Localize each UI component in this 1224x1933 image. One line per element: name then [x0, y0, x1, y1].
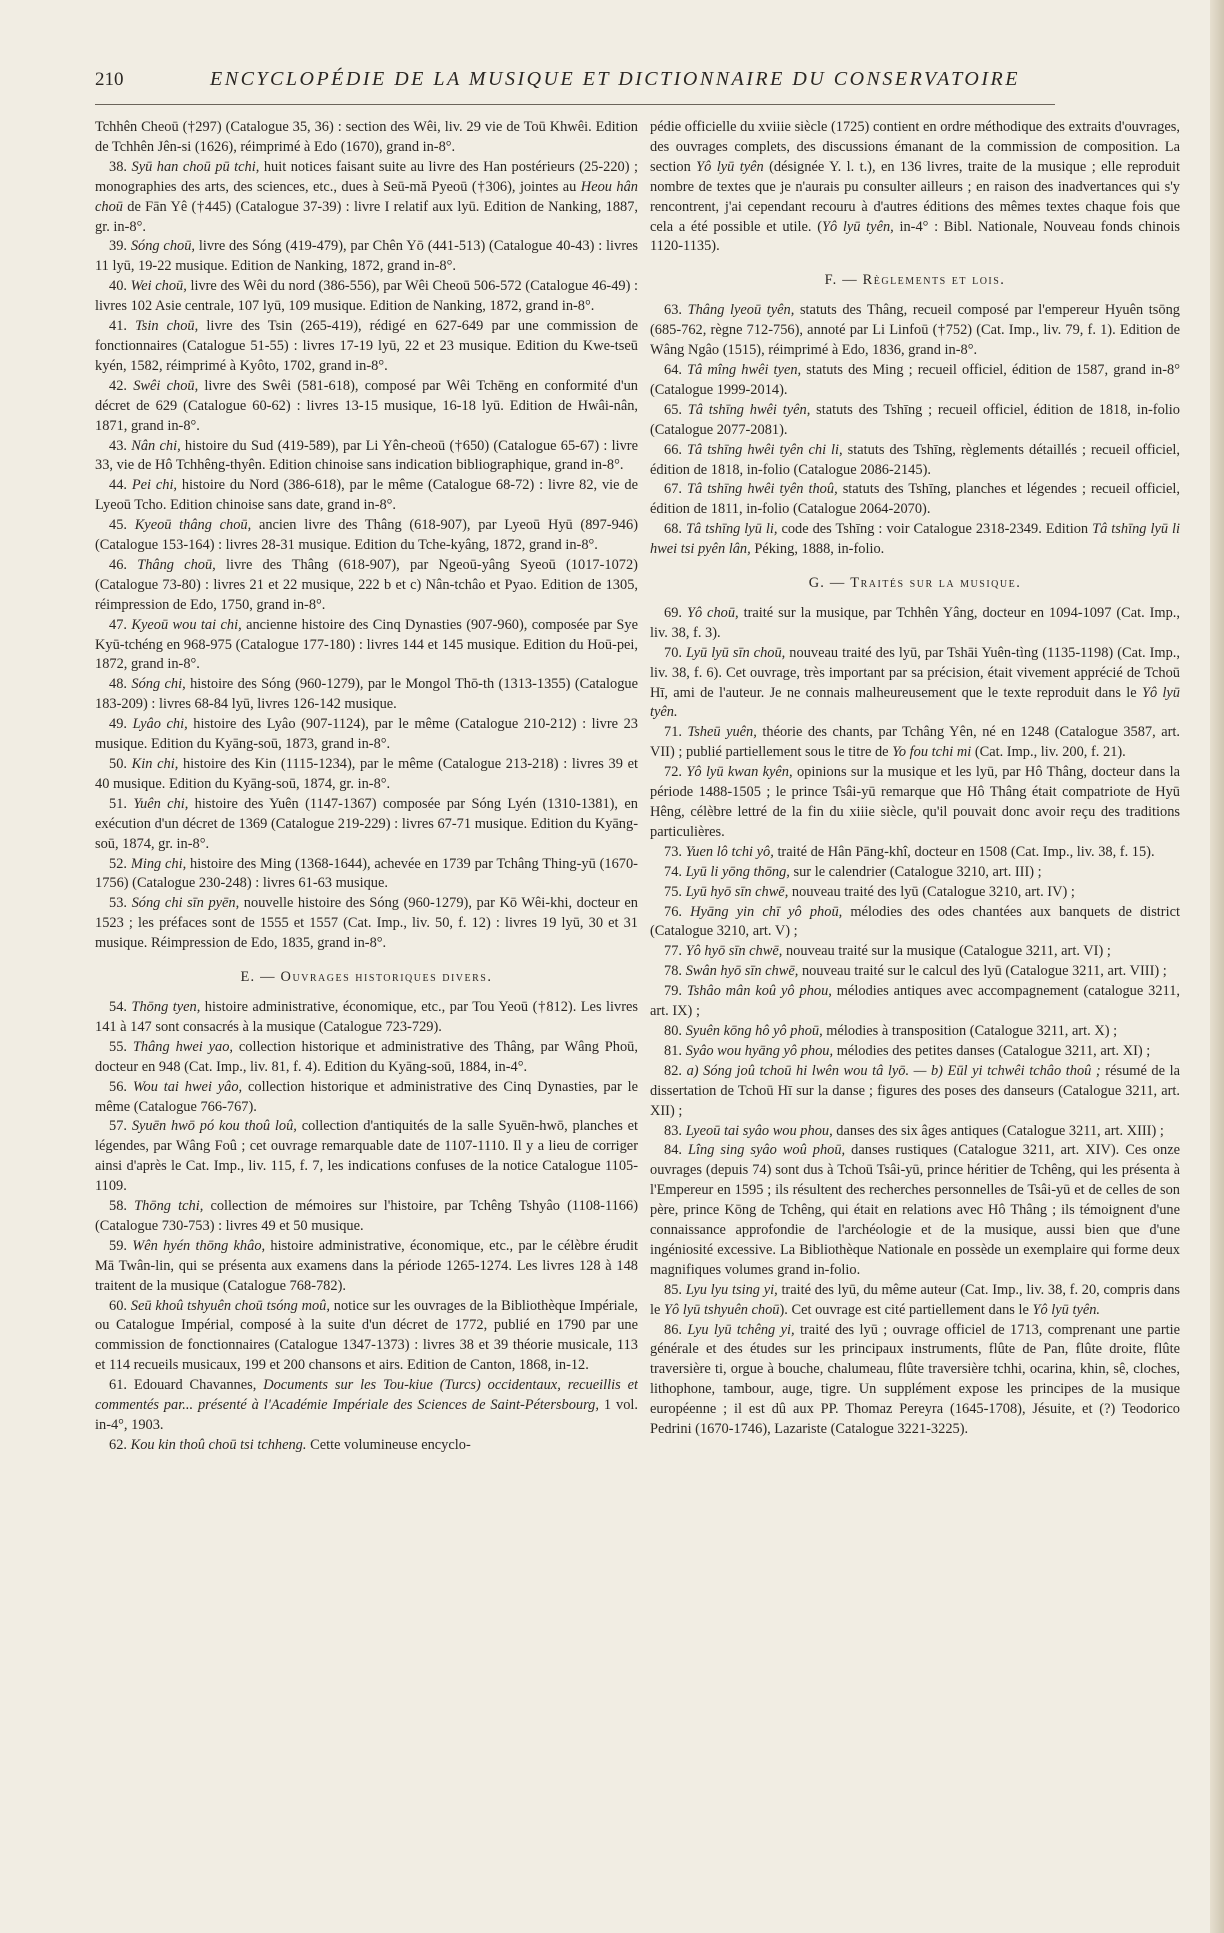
entry-71: 71. Tsheū yuên, théorie des chants, par Tchâng Yên, né en 1248 (Catalogue 3587, art. VII) ; publié partiellement sous le titre de Yo fou tchi mi (Cat. Imp., liv. 200, f. 21).	[650, 724, 1180, 761]
entry-58: 58. Thōng tchi, collection de mémoires sur l'histoire, par Tchêng Tshyâo (1108-1166) (Catalogue 730-753) : livres 49 et 50 musique.	[95, 1198, 638, 1234]
right-column	[650, 118, 1180, 1908]
entry-51: 51. Yuên chi, histoire des Yuên (1147-1367) composée par Sóng Lyén (1310-1381), en exécution d'un décret de 1369 (Catalogue 219-229) : livres 67-71 musique. Edition du Kyāng-soū, 1874, gr. in-8°.	[95, 795, 638, 852]
work-title: a) Sóng joû tchoū hi lwên wou tâ lyō. — b) Eūl yi tchwêi tchâo thoû ;	[686, 1062, 1101, 1079]
entry-68: 68. Tâ tshīng lyū li, code des Tshīng : voir Catalogue 2318-2349. Edition Tâ tshīng lyū li hwei tsi pyên lân, Péking, 1888, in-folio.	[650, 521, 1180, 558]
work-title: Tsin choū,	[135, 318, 199, 335]
page-number: 210	[95, 69, 124, 90]
work-title: Yô hyō sīn chwē,	[685, 943, 783, 960]
entry-80: 80. Syuên kōng hô yô phoū, mélodies à transposition (Catalogue 3211, art. X) ;	[664, 1022, 1118, 1039]
work-title: Thâng choū,	[137, 556, 216, 573]
entry-57: 57. Syuēn hwō pó kou thoû loû, collection d'antiquités de la salle Syuēn-hwō, planches et légendes, par Wâng Foû ; cet ouvrage remarquable date de 1107-1110. Il y a lieu de corriger ainsi d'après le Cat. Imp., liv. 115, f. 7, les indications confuses de la notice Catalogue 1105-1109.	[95, 1118, 638, 1195]
work-title: Syuēn hwō pó kou thoû loû,	[131, 1118, 297, 1135]
entry-42: 42. Swêi choū, livre des Swêi (581-618), composé par Wêi Tchēng en conformité d'un décret de 629 (Catalogue 60-62) : livres 13-15 musique, 16-18 lyū. Edition de Hwâi-nân, 1871, grand in-8°.	[95, 377, 638, 434]
entry-78: 78. Swân hyō sīn chwē, nouveau traité sur le calcul des lyū (Catalogue 3211, art. VIII) ;	[664, 963, 1167, 980]
entry-86: 86. Lyu lyū tchêng yi, traité des lyū ; ouvrage officiel de 1713, comprenant une partie générale et des études sur les principaux instruments, flûte de Pan, flûte droite, flûte traversière ti, orgue à bouche, chalumeau, flûte traversière tchhi, ocarina, khin, sê, cloches, lithophone, tambour, auge, tigre. Un supplément expose les principes de la musique européenne ; il est dû aux PP. Thomaz Pereyra (1645-1708), Jésuite, et (?) Teodorico Pedrini (1670-1746), Lazariste (Catalogue 3221-3225).	[650, 1321, 1180, 1438]
entry-52: 52. Ming chi, histoire des Ming (1368-1644), achevée en 1739 par Tchâng Thing-yū (1670-1756) (Catalogue 230-248) : livres 61-63 musique.	[95, 855, 638, 892]
work-title: Sóng choū,	[130, 238, 196, 255]
work-title: Nân chi,	[131, 437, 181, 454]
work-title: Wên hyén thōng khâo,	[132, 1237, 266, 1254]
entry-56: 56. Wou tai hwei yâo, collection historique et administrative des Cinq Dynasties, par le même (Catalogue 766-767).	[95, 1078, 638, 1115]
work-title: Hyāng yin chī yô phoū,	[690, 903, 843, 920]
work-title: Sóng chi,	[131, 676, 186, 693]
work-title: Tâ tshīng hwêi tyên thoû,	[687, 481, 838, 498]
entry-53: 53. Sóng chi sīn pyēn, nouvelle histoire des Sóng (960-1279), par Kō Wêi-khi, docteur en 1523 ; les préfaces sont de 1555 et 1557 (Cat. Imp., liv. 50, f. 12) : livres 19 lyū, 30 et 31 musique. Réimpression de Edo, 1835, grand in-8°.	[95, 895, 638, 952]
entry-45: 45. Kyeoū thâng choū, ancien livre des Thâng (618-907), par Lyeoū Hyū (897-946) (Catalogue 153-164) : livres 28-31 musique. Edition du Tche-kyâng, 1872, grand in-8°.	[95, 517, 638, 554]
entry-75: 75. Lyū hyō sīn chwē, nouveau traité des lyū (Catalogue 3210, art. IV) ;	[664, 883, 1075, 900]
entry-46: 46. Thâng choū, livre des Thâng (618-907), par Ngeoū-yâng Syeoū (1017-1072) (Catalogue 73-80) : livres 21 et 22 musique, 222 b et c) Nân-tchâo et Pyao. Edition de 1305, réimpression de Edo, 1750, grand in-8°.	[95, 556, 638, 613]
entry-67: 67. Tâ tshīng hwêi tyên thoû, statuts des Tshīng, planches et légendes ; recueil officiel, édition de 1811, in-folio (Catalogue 2064-2070).	[650, 481, 1180, 518]
work-title: Thâng lyeoū tyên,	[687, 302, 795, 319]
work-title: Kyeoū wou tai chi,	[131, 616, 242, 633]
work-title: Kou kin thoû choū tsi tchheng.	[130, 1436, 307, 1453]
entry-63: 63. Thâng lyeoū tyên, statuts des Thâng, recueil composé par l'empereur Hyuên tsōng (685-762, règne 712-756), annoté par Li Linfoū (†752) (Cat. Imp., liv. 79, f. 1). Edition de Wâng Ngâo (1515), réimprimé à Edo, 1836, grand in-8°.	[650, 302, 1180, 359]
work-title: Yuen lô tchi yô,	[685, 843, 774, 860]
entry-41: 41. Tsin choū, livre des Tsin (265-419), rédigé en 627-649 par une commission de fonctionnaires (Catalogue 51-55) : livres 17-19 lyū, 22 et 23 musique. Edition du Kwe-tseū kyén, 1582, réimprimé à Kyôto, 1702, grand in-8°.	[95, 318, 638, 374]
work-title: Kin chi,	[131, 756, 179, 772]
work-title: Documents sur les Tou-kiue (Turcs) occidentaux, recueillis et commentés par... présenté à l'Académie Impériale des Sciences de Saint-Pétersbourg,	[95, 1377, 638, 1414]
entry-59: 59. Wên hyén thōng khâo, histoire administrative, économique, etc., par le célèbre érudit Mā Twân-lin, qui se présenta aux examens dans la période 1265-1274. Les livres 128 à 148 traitent de la musique (Catalogue 768-782).	[95, 1237, 638, 1294]
entry-55: 55. Thâng hwei yao, collection historique et administrative des Thâng, par Wâng Phoū, docteur en 948 (Cat. Imp., liv. 81, f. 4). Edition du Kyāng-soū, 1884, in-4°.	[95, 1038, 638, 1075]
work-title: Kyeoū thâng choū,	[134, 517, 252, 534]
work-title: Lyâo chi,	[132, 716, 188, 733]
entry-50: 50. Kin chi, histoire des Kin (1115-1234), par le même (Catalogue 213-218) : livres 39 et 40 musique. Edition du Kyāng-soū, 1874, gr. in-8°.	[95, 756, 638, 792]
entry-62: 62. Kou kin thoû choū tsi tchheng. Cette volumineuse encyclo-	[109, 1436, 471, 1453]
work-title: Yô choū,	[686, 604, 739, 621]
entry-77: 77. Yô hyō sīn chwē, nouveau traité sur la musique (Catalogue 3211, art. VI) ;	[664, 943, 1111, 960]
work-title: Thōng tyen,	[131, 998, 201, 1015]
work-title: Thâng hwei yao,	[132, 1038, 234, 1055]
work-title: Tsheū yuên,	[687, 724, 757, 741]
entry-44: 44. Pei chi, histoire du Nord (386-618), par le même (Catalogue 68-72) : livre 82, vie de Lyeoū Tcho. Edition chinoise sans date, grand in-8°.	[95, 477, 638, 514]
entry-47: 47. Kyeoū wou tai chi, ancienne histoire des Cinq Dynasties (907-960), composée par Sye Kyū-tchéng en 968-975 (Catalogue 177-180) : livres 144 et 145 musique. Edition du Hoū-pei, 1872, grand in-8°.	[95, 616, 638, 673]
work-title: Tâ tshīng hwêi tyên,	[687, 401, 811, 418]
entry-85: 85. Lyu lyu tsing yi, traité des lyū, du même auteur (Cat. Imp., liv. 38, f. 20, compris dans le Yô lyū tshyuên choū). Cet ouvrage est cité partiellement dans le Yô lyū tyên.	[650, 1281, 1180, 1318]
entry-84: 84. Lîng sing syâo woû phoū, danses rustiques (Catalogue 3211, art. XIV). Ces onze ouvrages (depuis 74) sont dus à Tchoū Tsâi-yū, prince héritier de Tchêng, qui les présenta à l'Empereur en 1595 ; ils résultent des recherches personnelles de Tsâi-yū et de celles de son père, prince Kōng de Tchêng, qui était en relations avec Hô Thâng ; ils témoignent d'une connaissance approfondie de l'archéologie et de la musique, aussi bien que d'une ingéniosité excessive. La Bibliothèque Nationale en possède un exemplaire qui forme deux magnifiques volumes grand in-folio.	[650, 1142, 1180, 1278]
work-title: Yô lyū kwan kyên,	[686, 764, 793, 781]
entry-38: 38. Syū han choū pū tchi, huit notices faisant suite au livre des Han postérieurs (25-220) ; monographies des arts, des sciences, etc., dues à Seū-mă Pyeoū (†306), jointes au Heou hân choū de Fān Yê (†445) (Catalogue 37-39) : livre I relatif aux lyū. Edition de Nanking, 1887, gr. in-8°.	[95, 158, 638, 235]
paragraph: Tchhên Cheoū (†297) (Catalogue 35, 36) : section des Wêi, liv. 29 vie de Toū Khwêi. Edition de Tchhên Jên-si (1626), réimprimé à Edo (1670), grand in-8°.	[95, 119, 638, 155]
page-header	[95, 68, 1055, 108]
work-title: Swân hyō sīn chwē,	[685, 963, 799, 980]
work-title: Tâ mîng hwêi tyen,	[687, 361, 802, 378]
page-edge	[1210, 0, 1224, 1933]
entry-74: 74. Lyū li yōng thōng, sur le calendrier (Catalogue 3210, art. III) ;	[664, 863, 1042, 880]
entry-82: 82. a) Sóng joû tchoū hi lwên wou tâ lyō. — b) Eūl yi tchwêi tchâo thoû ; résumé de la dissertation de Tchoū Hī sur la danse ; figures des poses des danseurs (Catalogue 3211, art. XII) ;	[650, 1062, 1180, 1119]
entry-43: 43. Nân chi, histoire du Sud (419-589), par Li Yên-cheoū (†650) (Catalogue 65-67) : livre 33, vie de Hô Tchhêng-thyên. Edition chinoise sans indication bibliographique, grand in-8°.	[95, 437, 638, 474]
work-title: Lyū li yōng thōng,	[685, 863, 790, 880]
work-title: Pei chi,	[131, 477, 178, 494]
work-title: Wou tai hwei yâo,	[132, 1078, 243, 1095]
entry-72: 72. Yô lyū kwan kyên, opinions sur la musique et les lyū, par Hô Thâng, docteur dans la période 1488-1505 ; le prince Tsâi-yū remarque que Hô Thâng était compatriote de Hyū Hêng, célèbre lettré de la fin du xiiie siècle, qu'il pouvait donc avoir reçu des traditions particulières.	[650, 764, 1180, 840]
left-column	[95, 118, 638, 1908]
running-title: ENCYCLOPÉDIE DE LA MUSIQUE ET DICTIONNAIRE DU CONSERVATOIRE	[210, 68, 1020, 90]
entry-69: 69. Yô choū, traité sur la musique, par Tchhên Yâng, docteur en 1094-1097 (Cat. Imp., liv. 38, f. 3).	[650, 604, 1180, 641]
entry-83: 83. Lyeoū tai syâo wou phou, danses des six âges antiques (Catalogue 3211, art. XIII) ;	[664, 1122, 1164, 1139]
work-title: Tâ tshīng lyū li,	[685, 521, 778, 538]
paragraph: pédie officielle du xviiie siècle (1725) contient en ordre méthodique des extraits d'ouvrages, des ouvrages complets, des discussions émanant de la commission de composition. La section Yô lyū tyên (désignée Y. l. t.), en 136 livres, traite de la musique ; elle reproduit nombre de textes que je n'aurais pu consulter ailleurs ; en raison des inadvertances qui s'y rencontrent, j'ai cependant recouru à d'autres éditions des mêmes textes chaque fois que cela a été possible et utile. (Yô lyū tyên, in-4° : Bibl. Nationale, Nouveau fonds chinois 1120-1135).	[650, 119, 1180, 255]
work-title: Tshâo mân koû yô phou,	[686, 983, 832, 1000]
work-title: Lyū lyū sīn choū,	[686, 644, 786, 661]
work-title: Syū han choū pū tchi,	[131, 158, 260, 175]
work-title: Wei choū,	[130, 278, 187, 295]
work-title: Tâ tshīng hwêi tyên chi li,	[687, 441, 843, 458]
work-title: Swêi choū,	[133, 377, 199, 394]
entry-70: 70. Lyū lyū sīn choū, nouveau traité des lyū, par Tshāi Yuên-tìng (1135-1198) (Cat. Imp., liv. 38, f. 6). Cet ouvrage, très important par sa précision, était vivement apprécié de Tchoū Hī, ami de l'auteur. Je ne connais malheureusement que le texte reproduit dans le Yô lyū tyên.	[650, 644, 1180, 721]
work-title: Lîng sing syâo woû phoū,	[688, 1142, 846, 1159]
entry-54: 54. Thōng tyen, histoire administrative, économique, etc., par Tou Yeoū (†812). Les livres 141 à 147 sont consacrés à la musique (Catalogue 723-729).	[95, 998, 638, 1035]
entry-39: 39. Sóng choū, livre des Sóng (419-479), par Chên Yō (441-513) (Catalogue 40-43) : livres 11 lyū, 19-22 musique. Edition de Nanking, 1872, grand in-8°.	[95, 238, 638, 275]
work-title: Yuên chi,	[133, 795, 189, 812]
entry-79: 79. Tshâo mân koû yô phou, mélodies antiques avec accompagnement (catalogue 3211, art. IX) ;	[650, 983, 1180, 1020]
work-title: Syâo wou hyāng yô phou,	[685, 1042, 834, 1059]
entry-65: 65. Tâ tshīng hwêi tyên, statuts des Tshīng ; recueil officiel, édition de 1818, in-folio (Catalogue 2077-2081).	[650, 401, 1180, 438]
section-heading-f: F. — Règlements et lois.	[824, 272, 1006, 289]
entry-60: 60. Seū khoû tshyuên choū tsóng moû, notice sur les ouvrages de la Bibliothèque Impériale, ou Catalogue Impérial, composé à la suite d'un décret de 1772, publié en 1790 par une commission de fonctionnaires (Catalogue 1347-1373) : livres 38 et 39 théorie musicale, 113 et 114 recueils musicaux, 199 et 200 chansons et airs. Edition de Canton, 1868, in-12.	[95, 1297, 638, 1374]
entry-49: 49. Lyâo chi, histoire des Lyâo (907-1124), par le même (Catalogue 210-212) : livre 23 musique. Edition du Kyāng-soū, 1873, grand in-8°.	[95, 716, 638, 753]
work-title: Seū khoû tshyuên choū tsóng moû,	[130, 1297, 330, 1314]
entry-48: 48. Sóng chi, histoire des Sóng (960-1279), par le Mongol Thō-th (1313-1355) (Catalogue 183-209) : livres 68-84 lyū, livres 126-142 musique.	[95, 676, 638, 713]
entry-81: 81. Syâo wou hyāng yô phou, mélodies des petites danses (Catalogue 3211, art. XI) ;	[664, 1042, 1151, 1059]
section-heading-e: E. — Ouvrages historiques divers.	[240, 969, 493, 986]
work-title: Sóng chi sīn pyēn,	[131, 895, 240, 912]
work-title: Syuên kōng hô yô phoū,	[685, 1022, 823, 1039]
entry-61: 61. Edouard Chavannes, Documents sur les Tou-kiue (Turcs) occidentaux, recueillis et commentés par... présenté à l'Académie Impériale des Sciences de Saint-Pétersbourg, 1 vol. in-4°, 1903.	[95, 1377, 638, 1433]
work-title: Thōng tchi,	[134, 1198, 204, 1215]
work-title: Lyū hyō sīn chwē,	[685, 883, 789, 900]
entry-64: 64. Tâ mîng hwêi tyen, statuts des Ming ; recueil officiel, édition de 1587, grand in-8° (Catalogue 1999-2014).	[650, 361, 1180, 398]
header-rule	[95, 104, 1055, 105]
work-title: Lyeoū tai syâo wou phou,	[685, 1122, 833, 1139]
section-heading-g: G. — Traités sur la musique.	[808, 575, 1022, 592]
work-title: Ming chi,	[130, 855, 187, 872]
entry-76: 76. Hyāng yin chī yô phoū, mélodies des odes chantées aux banquets de district (Catalogue 3210, art. V) ;	[650, 903, 1180, 940]
work-title: Lyu lyū tchêng yi,	[687, 1321, 795, 1338]
work-title: Lyu lyu tsing yi,	[685, 1281, 778, 1298]
entry-73: 73. Yuen lô tchi yô, traité de Hân Pāng-khî, docteur en 1508 (Cat. Imp., liv. 38, f. 15).	[664, 843, 1155, 860]
entry-40: 40. Wei choū, livre des Wêi du nord (386-556), par Wêi Cheoū 506-572 (Catalogue 46-49) : livres 102 Asie centrale, 107 lyū, 109 musique. Edition de Nanking, 1872, grand in-8°.	[95, 278, 638, 315]
entry-66: 66. Tâ tshīng hwêi tyên chi li, statuts des Tshīng, règlements détaillés ; recueil officiel, édition de 1818, in-folio (Catalogue 2086-2145).	[650, 441, 1180, 478]
